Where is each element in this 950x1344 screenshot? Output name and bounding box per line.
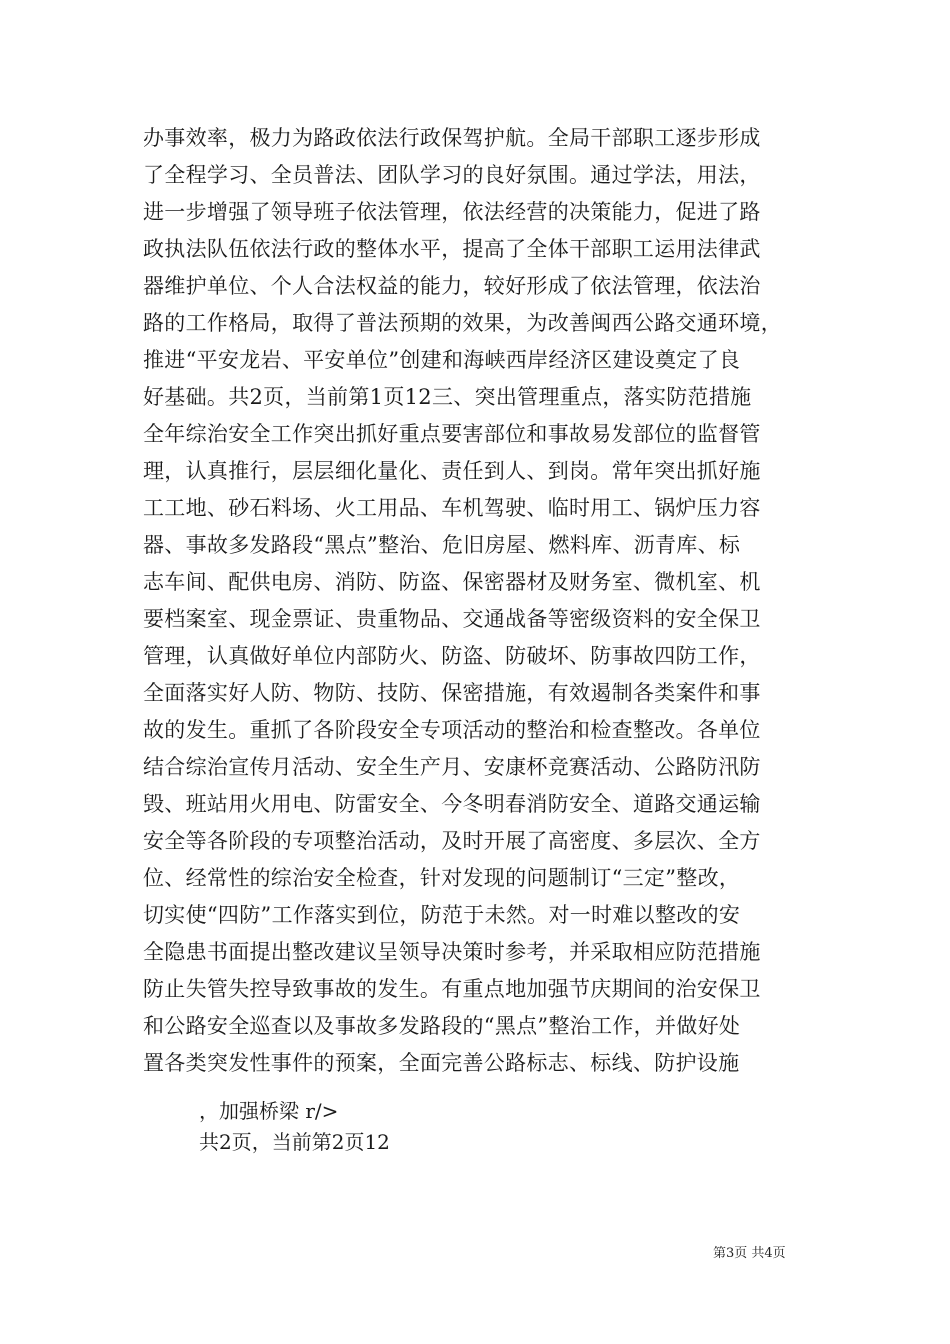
text-line: 器、事故多发路段“黑点”整治、危旧房屋、燃料库、沥青库、标 [143, 533, 741, 557]
text-line: 毁、班站用火用电、防雷安全、今冬明春消防安全、道路交通运输 [143, 792, 761, 816]
page-count-line: 共2页，当前第2页12 [199, 1130, 390, 1154]
text-line: 防止失管失控导致事故的发生。有重点地加强节庆期间的治安保卫 [143, 977, 761, 1001]
text-line: 置各类突发性事件的预案，全面完善公路标志、标线、防护设施 [143, 1051, 740, 1075]
text-line: 要档案室、现金票证、贵重物品、交通战备等密级资料的安全保卫 [143, 607, 761, 631]
text-line: 路的工作格局，取得了普法预期的效果，为改善闽西公路交通环境， [143, 311, 782, 335]
text-line: 志车间、配供电房、消防、防盗、保密器材及财务室、微机室、机 [143, 570, 761, 594]
text-line: 位、经常性的综治安全检查，针对发现的问题制订“三定”整改， [143, 866, 741, 890]
text-line: 切实使“四防”工作落实到位，防范于未然。对一时难以整改的安 [143, 903, 741, 927]
text-line: 进一步增强了领导班子依法管理，依法经营的决策能力，促进了路 [143, 200, 761, 224]
text-line: 理，认真推行，层层细化量化、责任到人、到岗。常年突出抓好施 [143, 459, 761, 483]
text-line: 全年综治安全工作突出抓好重点要害部位和事故易发部位的监督管 [143, 422, 761, 446]
text-line: 全隐患书面提出整改建议呈领导决策时参考，并采取相应防范措施 [143, 940, 761, 964]
text-line: 结合综治宣传月活动、安全生产月、安康杯竞赛活动、公路防汛防 [143, 755, 761, 779]
text-line: 管理，认真做好单位内部防火、防盗、防破坏、防事故四防工作， [143, 644, 761, 668]
page-footer: 第3页 共4页 [713, 1246, 786, 1261]
text-line: 和公路安全巡查以及事故多发路段的“黑点”整治工作，并做好处 [143, 1014, 741, 1038]
text-line: 推进“平安龙岩、平安单位”创建和海峡西岸经济区建设奠定了良 [143, 348, 741, 372]
text-line: 故的发生。重抓了各阶段安全专项活动的整治和检查整改。各单位 [143, 718, 761, 742]
body-text [143, 120, 843, 1082]
text-line: 全面落实好人防、物防、技防、保密措施，有效遏制各类案件和事 [143, 681, 761, 705]
text-line: 政执法队伍依法行政的整体水平，提高了全体干部职工运用法律武 [143, 237, 761, 261]
text-line: 器维护单位、个人合法权益的能力，较好形成了依法管理，依法治 [143, 274, 761, 298]
text-line: 了全程学习、全员普法、团队学习的良好氛围。通过学法，用法， [143, 163, 761, 187]
tail-line: ，加强桥梁 r/> [199, 1099, 339, 1123]
text-line: 办事效率，极力为路政依法行政保驾护航。全局干部职工逐步形成 [143, 126, 761, 150]
text-line: 安全等各阶段的专项整治活动，及时开展了高密度、多层次、全方 [143, 829, 761, 853]
text-line: 好基础。共2页，当前第1页12三、突出管理重点，落实防范措施 [143, 385, 752, 409]
text-line: 工工地、砂石料场、火工用品、车机驾驶、临时用工、锅炉压力容 [143, 496, 761, 520]
